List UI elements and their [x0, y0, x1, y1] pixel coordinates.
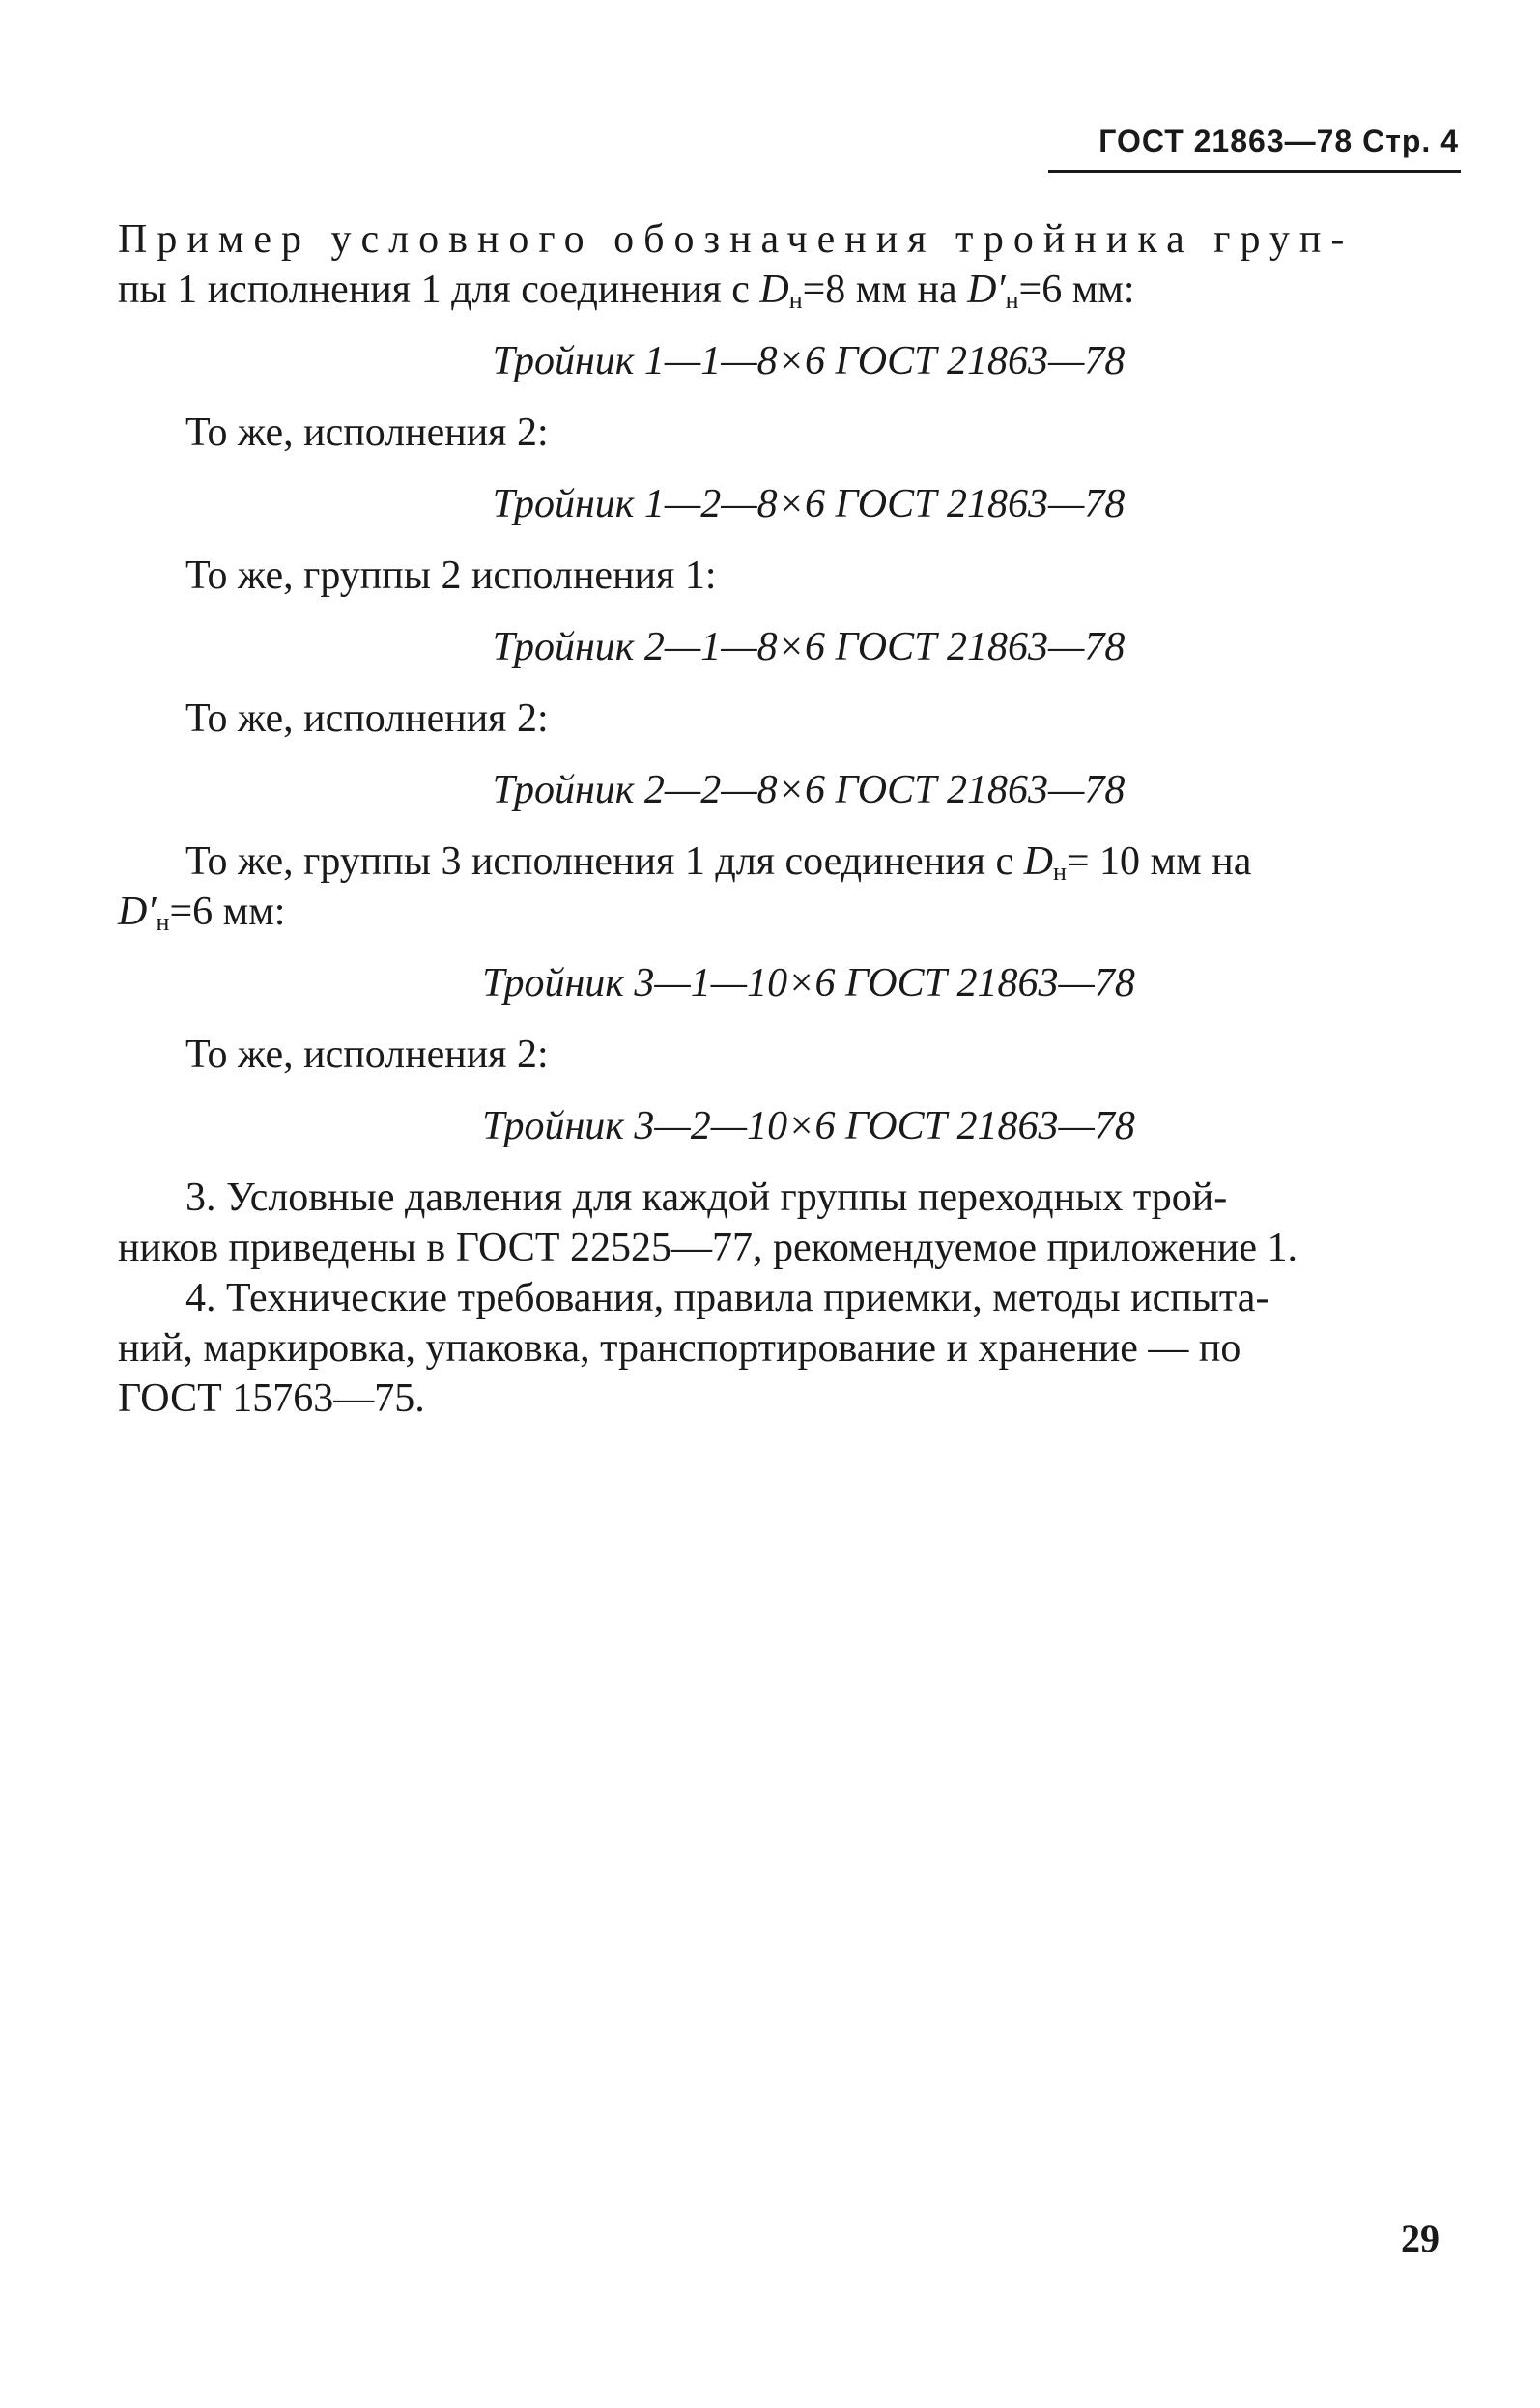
subscript-n: н	[788, 286, 803, 314]
same-execution-2-label: То же, исполнения 2:	[185, 696, 549, 741]
page-number: 29	[1401, 2217, 1440, 2260]
header-page-label: Стр. 4	[1362, 124, 1459, 158]
subscript-n: н	[156, 908, 170, 936]
example-intro-line-2	[118, 265, 1461, 315]
text-fragment: =8 мм на	[802, 268, 968, 312]
designation-5: Тройник 3—1—10×6 ГОСТ 21863—78	[482, 961, 1135, 1006]
item-3-line-2: ников приведены в ГОСТ 22525—77, рекомендуемое приложение 1.	[118, 1226, 1298, 1270]
same-group-3-line-1	[118, 836, 1461, 887]
item-4-line-1: 4. Технические требования, правила приемки, методы испыта-	[185, 1276, 1269, 1320]
text-fragment: То же, группы 3 исполнения 1 для соединения с	[185, 839, 1024, 884]
item-3-line-1: 3. Условные давления для каждой группы переходных трой-	[185, 1176, 1228, 1220]
subscript-n: н	[1005, 286, 1019, 314]
same-execution-2-label: То же, исполнения 2:	[185, 1033, 549, 1077]
designation-4: Тройник 2—2—8×6 ГОСТ 21863—78	[492, 768, 1126, 812]
symbol-d: D	[759, 268, 789, 312]
item-4	[118, 1273, 1461, 1424]
same-group-2-label: То же, группы 2 исполнения 1:	[185, 553, 717, 598]
same-execution-2-label: То же, исполнения 2:	[185, 411, 549, 455]
header-standard: ГОСТ 21863—78	[1098, 124, 1354, 158]
item-4-line-3: ГОСТ 15763—75.	[118, 1376, 425, 1421]
item-4-line-2: ний, маркировка, упаковка, транспортирование и хранение — по	[118, 1326, 1241, 1371]
designation-1: Тройник 1—1—8×6 ГОСТ 21863—78	[492, 339, 1126, 383]
designation-6: Тройник 3—2—10×6 ГОСТ 21863—78	[482, 1104, 1135, 1148]
text-fragment: =6 мм:	[169, 890, 286, 934]
symbol-d: D	[1023, 839, 1053, 884]
text-fragment: = 10 мм на	[1066, 839, 1252, 884]
text-fragment: пы 1 исполнения 1 для соединения с	[118, 268, 760, 312]
subscript-n: н	[1052, 858, 1067, 886]
page-body	[118, 214, 1461, 1424]
example-intro-line-1: Пример условного обозначения тройника груп-	[118, 217, 1355, 262]
designation-3: Тройник 2—1—8×6 ГОСТ 21863—78	[492, 625, 1126, 669]
same-group-3-line-2	[118, 887, 1461, 937]
symbol-d-prime: D′	[118, 890, 157, 934]
designation-2: Тройник 1—2—8×6 ГОСТ 21863—78	[492, 482, 1126, 526]
text-fragment: =6 мм:	[1018, 268, 1135, 312]
symbol-d-prime: D′	[967, 268, 1006, 312]
header-rule	[1048, 170, 1461, 173]
item-3	[118, 1173, 1461, 1273]
page-header	[1098, 124, 1459, 159]
